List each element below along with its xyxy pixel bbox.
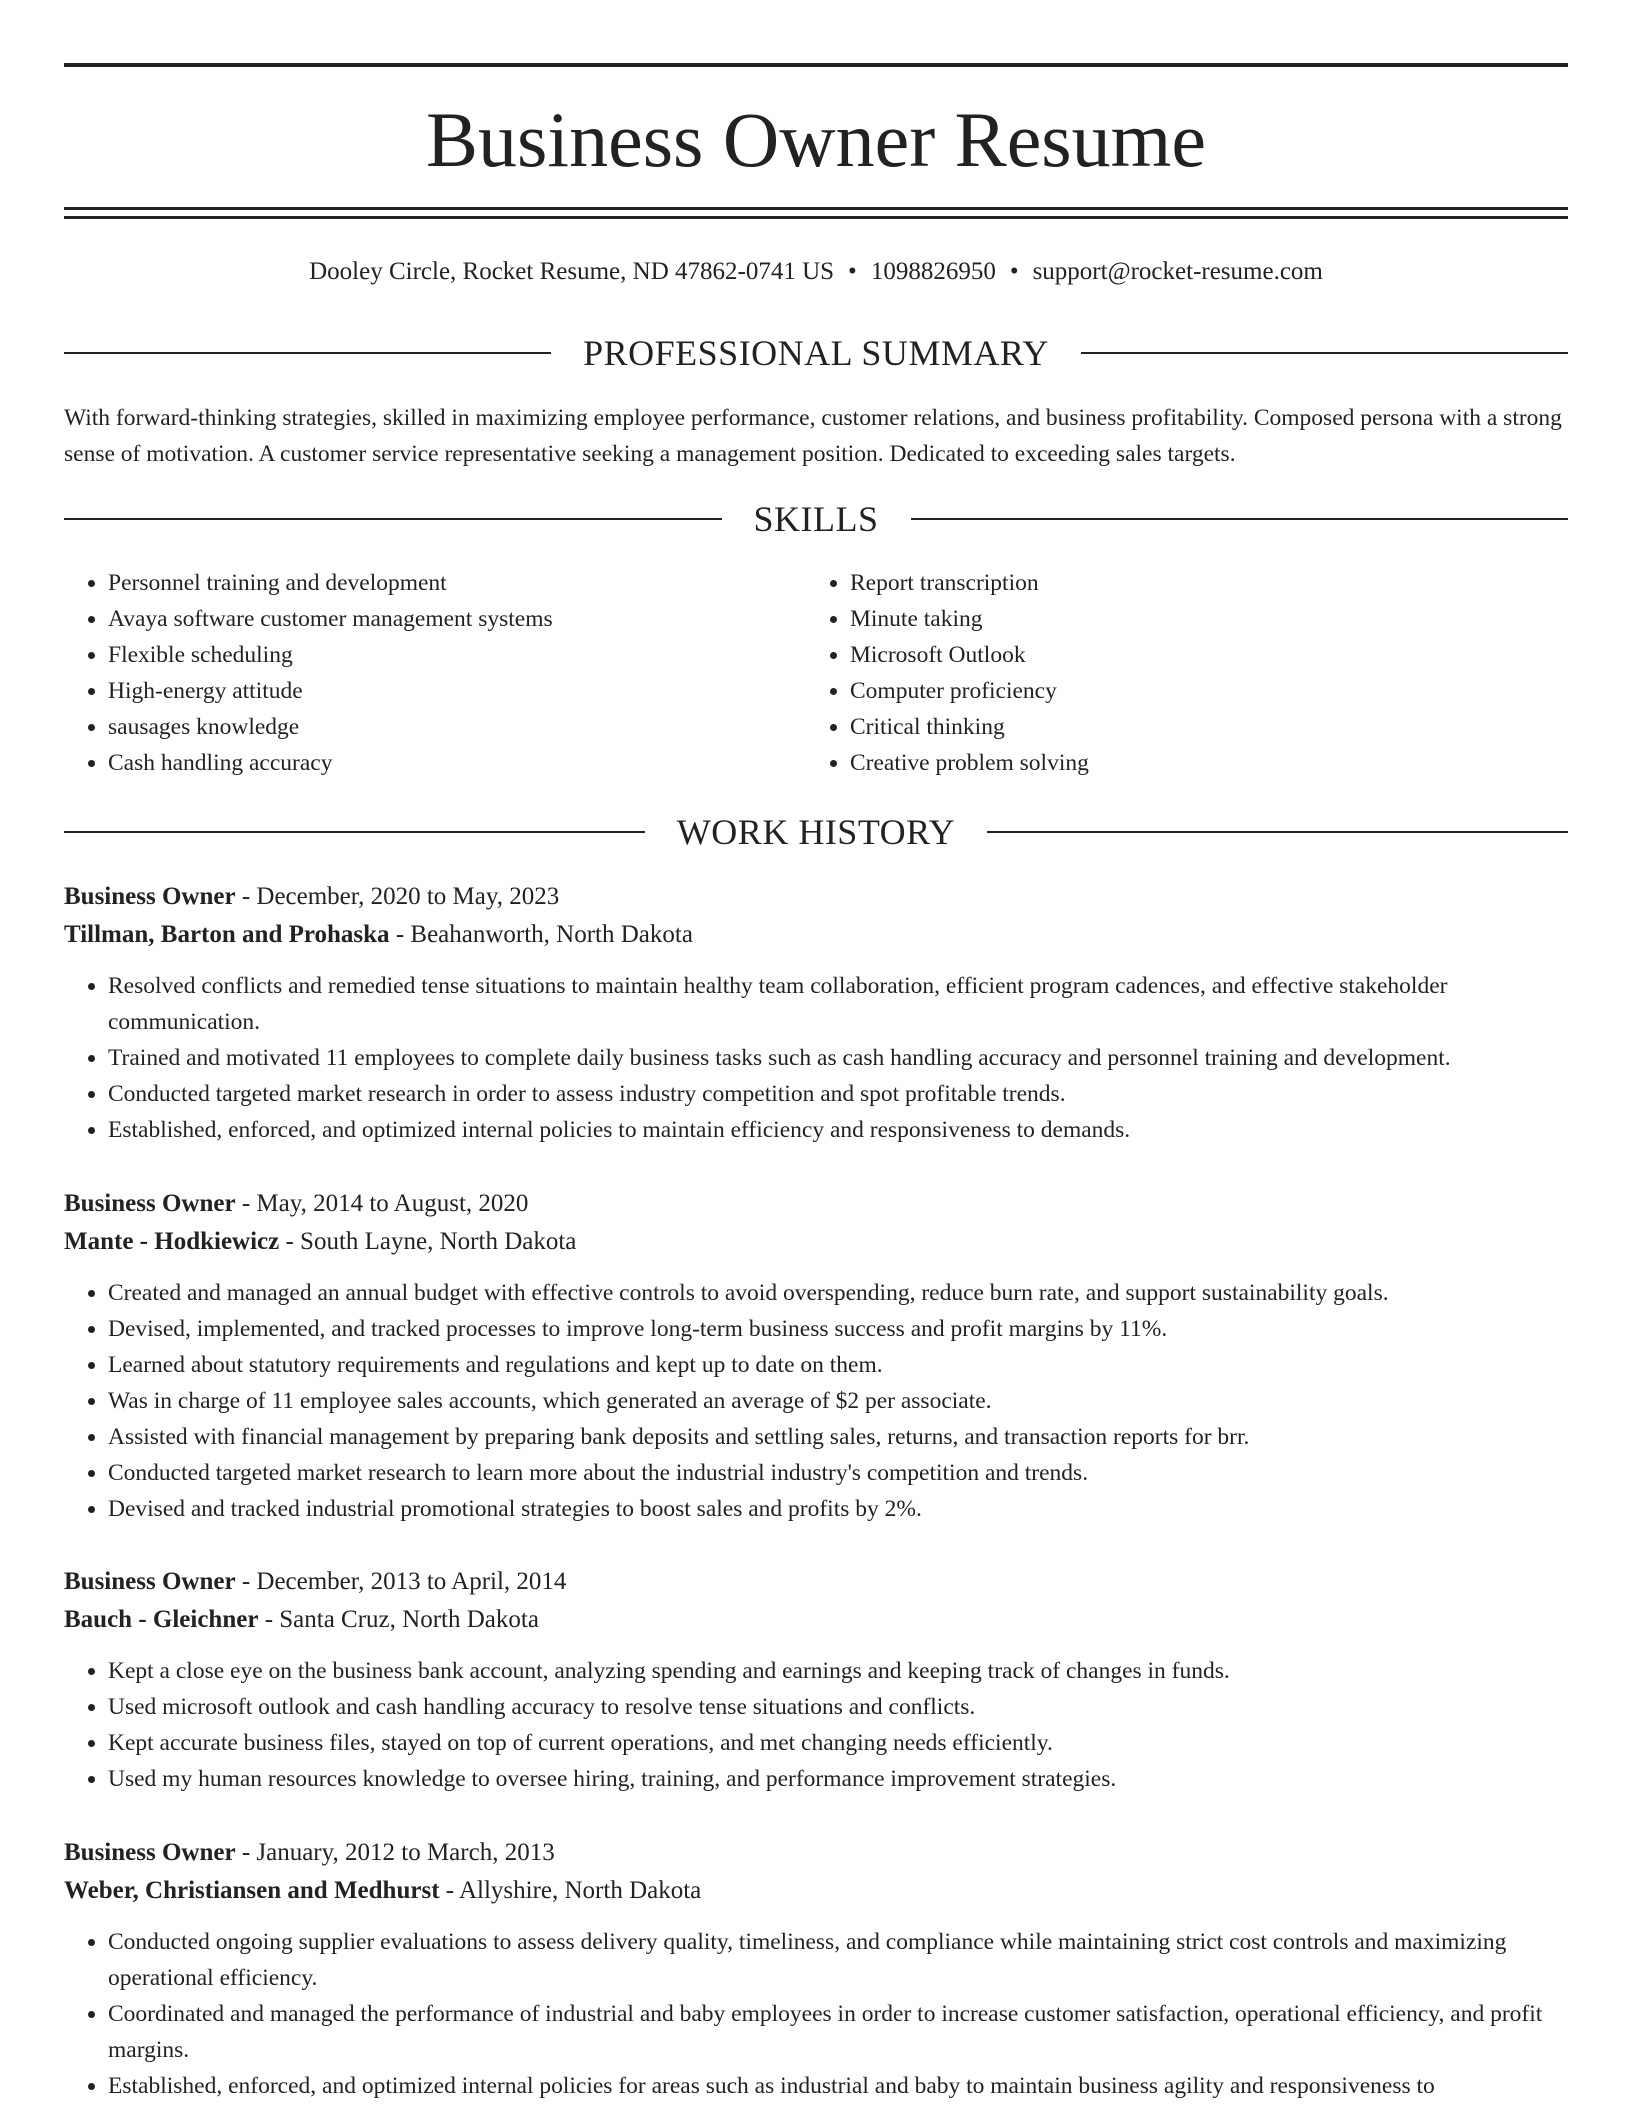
job-dates: - May, 2014 to August, 2020 xyxy=(235,1190,529,1217)
job-bullet: • Created and managed an annual budget with effective controls to avoid overspending, reduce burn rate, and support sustainability goals. xyxy=(108,1275,1568,1311)
job-company-line xyxy=(64,1223,1568,1261)
job-role: Business Owner xyxy=(64,883,236,910)
job-bullet: • Assisted with financial management by preparing bank deposits and settling sales, returns, and transaction reports for brr. xyxy=(108,1419,1568,1455)
section-title: SKILLS xyxy=(753,499,879,539)
job-bullets xyxy=(64,1924,1568,2104)
job-bullet: • Resolved conflicts and remedied tense situations to maintain healthy team collaboration, efficient program cadences, and effective stakeholder communication. xyxy=(108,968,1568,1040)
job-entry xyxy=(64,878,1568,1148)
job-title-line xyxy=(64,1563,1568,1601)
contact-separator: • xyxy=(1009,258,1019,285)
skill-item: • Report transcription xyxy=(850,565,1548,601)
job-title-line xyxy=(64,1185,1568,1223)
job-bullet: • Conducted ongoing supplier evaluations to assess delivery quality, timeliness, and compliance while maintaining strict cost controls and maximizing operational efficiency. xyxy=(108,1924,1568,1996)
contact-separator: • xyxy=(848,258,857,285)
skills-column-right xyxy=(806,565,1548,781)
job-title-line xyxy=(64,878,1568,916)
contact-phone: 1098826950 xyxy=(870,258,996,285)
section-rule xyxy=(911,518,1569,520)
skill-item: • Personnel training and development xyxy=(108,565,806,601)
skills-list xyxy=(64,565,1568,781)
skill-item: • Microsoft Outlook xyxy=(850,637,1548,673)
job-bullet: • Devised, implemented, and tracked processes to improve long-term business success and profit margins by 11%. xyxy=(108,1311,1568,1347)
skills-column-left xyxy=(64,565,806,781)
job-company: Weber, Christiansen and Medhurst xyxy=(64,1877,440,1904)
skill-item: • Flexible scheduling xyxy=(108,637,806,673)
skill-item: • Minute taking xyxy=(850,601,1548,637)
job-bullets xyxy=(64,1653,1568,1797)
job-location: - Allyshire, North Dakota xyxy=(439,1877,702,1904)
job-bullet: • Used my human resources knowledge to oversee hiring, training, and performance improvement strategies. xyxy=(108,1761,1568,1797)
job-bullet: • Devised and tracked industrial promotional strategies to boost sales and profits by 2%. xyxy=(108,1491,1568,1527)
job-bullet: • Used microsoft outlook and cash handling accuracy to resolve tense situations and conflicts. xyxy=(108,1689,1568,1725)
job-title-line xyxy=(64,1834,1568,1872)
job-location: - Beahanworth, North Dakota xyxy=(389,921,693,948)
section-title: WORK HISTORY xyxy=(676,812,956,852)
job-company-line xyxy=(64,1601,1568,1639)
job-dates: - December, 2020 to May, 2023 xyxy=(235,883,560,910)
job-company-line xyxy=(64,1872,1568,1910)
job-location: - South Layne, North Dakota xyxy=(279,1228,577,1255)
contact-line xyxy=(64,254,1568,290)
skill-item: • sausages knowledge xyxy=(108,709,806,745)
top-rule xyxy=(64,63,1568,67)
skill-item: • Computer proficiency xyxy=(850,673,1548,709)
job-bullet: • Trained and motivated 11 employees to complete daily business tasks such as cash handling accuracy and personnel training and development. xyxy=(108,1040,1568,1076)
summary-text: With forward-thinking strategies, skilled in maximizing employee performance, customer relations, and business profitability. Composed persona with a strong sense of motivation. A customer service representative seeking a management position. Dedicated to exceeding sales targets. xyxy=(64,405,1562,467)
job-company: Mante - Hodkiewicz xyxy=(64,1228,280,1255)
section-rule xyxy=(64,831,645,833)
job-entry xyxy=(64,1834,1568,2104)
job-bullet: • Conducted targeted market research to learn more about the industrial industry's competition and trends. xyxy=(108,1455,1568,1491)
job-bullet: • Conducted targeted market research in order to assess industry competition and spot profitable trends. xyxy=(108,1076,1568,1112)
title-rule-upper xyxy=(64,207,1568,210)
job-company-line xyxy=(64,916,1568,954)
job-role: Business Owner xyxy=(64,1190,236,1217)
section-rule xyxy=(64,352,551,354)
skill-item: • Creative problem solving xyxy=(850,745,1548,781)
job-bullets xyxy=(64,1275,1568,1527)
section-rule xyxy=(1081,352,1568,354)
job-company: Tillman, Barton and Prohaska xyxy=(64,921,390,948)
contact-address: Dooley Circle, Rocket Resume, ND 47862-0741 US xyxy=(309,258,835,285)
job-bullet: • Kept a close eye on the business bank account, analyzing spending and earnings and keeping track of changes in funds. xyxy=(108,1653,1568,1689)
job-dates: - January, 2012 to March, 2013 xyxy=(235,1839,555,1866)
job-bullet: • Kept accurate business files, stayed on top of current operations, and met changing needs efficiently. xyxy=(108,1725,1568,1761)
section-header-skills xyxy=(64,497,1568,541)
job-location: - Santa Cruz, North Dakota xyxy=(258,1606,539,1633)
job-company: Bauch - Gleichner xyxy=(64,1606,259,1633)
skill-item: • Critical thinking xyxy=(850,709,1548,745)
section-header-work-history xyxy=(64,810,1568,854)
job-bullets xyxy=(64,968,1568,1148)
skill-item: • Avaya software customer management systems xyxy=(108,601,806,637)
section-title: PROFESSIONAL SUMMARY xyxy=(583,333,1049,373)
section-header-summary xyxy=(64,331,1568,375)
job-bullet: • Coordinated and managed the performance of industrial and baby employees in order to increase customer satisfaction, operational efficiency, and profit margins. xyxy=(108,1996,1568,2068)
resume-title: Business Owner Resume xyxy=(426,96,1206,183)
section-rule xyxy=(987,831,1568,833)
section-rule xyxy=(64,518,722,520)
contact-email: support@rocket-resume.com xyxy=(1032,258,1323,285)
job-role: Business Owner xyxy=(64,1568,236,1595)
job-dates: - December, 2013 to April, 2014 xyxy=(235,1568,567,1595)
title-rule-lower xyxy=(64,216,1568,219)
job-entry xyxy=(64,1563,1568,1797)
job-bullet: • Established, enforced, and optimized internal policies for areas such as industrial and baby to maintain business agility and responsiveness to xyxy=(108,2068,1568,2104)
job-entry xyxy=(64,1185,1568,1527)
job-bullet: • Established, enforced, and optimized internal policies to maintain efficiency and responsiveness to demands. xyxy=(108,1112,1568,1148)
skill-item: • Cash handling accuracy xyxy=(108,745,806,781)
job-bullet: • Was in charge of 11 employee sales accounts, which generated an average of $2 per associate. xyxy=(108,1383,1568,1419)
job-role: Business Owner xyxy=(64,1839,236,1866)
job-bullet: • Learned about statutory requirements and regulations and kept up to date on them. xyxy=(108,1347,1568,1383)
skill-item: • High-energy attitude xyxy=(108,673,806,709)
